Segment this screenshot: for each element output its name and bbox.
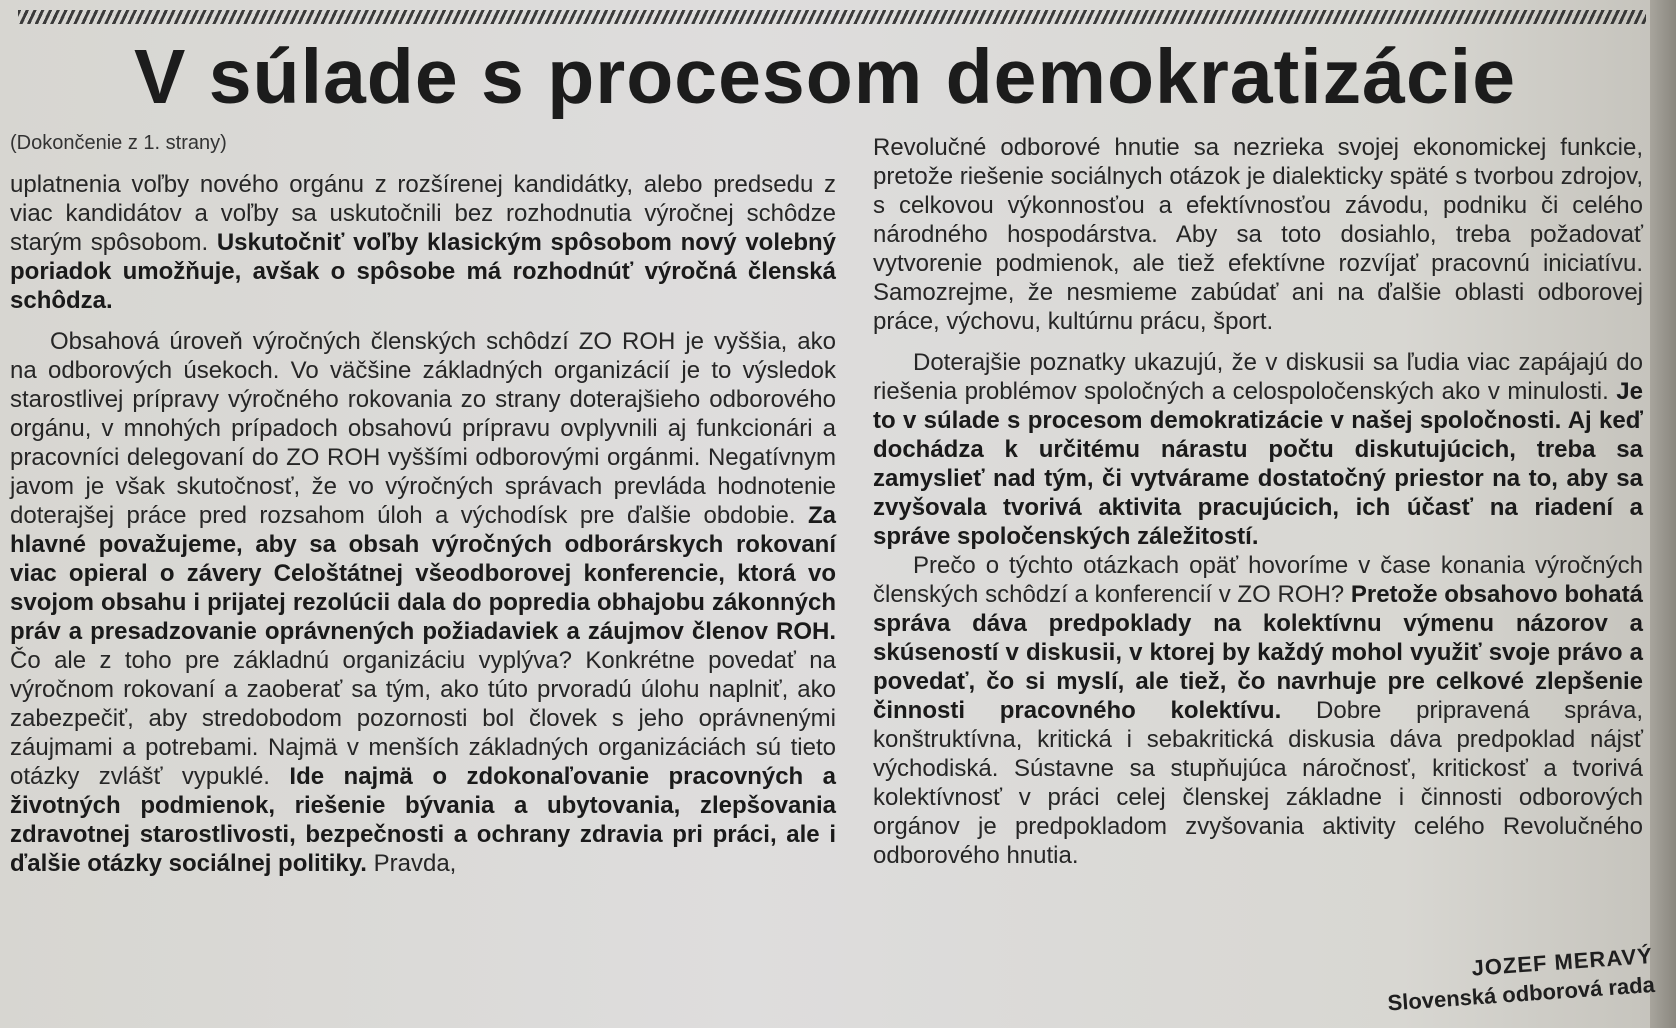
right-paragraph-1: Revolučné odborové hnutie sa nezrieka svojej ekonomickej funkcie, pretože riešenie sociálnych otázok je dialekticky späté s tvorbou zdrojov, s celkovou výkonnosťou a efektívnosťou závodu, podniku či celého národného hospodárstva. Aby sa toto dosiahlo, treba požadovať vytvorenie podmienok, ale tiež efektívne rozvíjať pracovnú iniciatívu. Samozrejme, že nesmieme zabúdať ani na ďalšie oblasti odborovej práce, výchovu, kultúrnu prácu, šport.: [873, 134, 1643, 335]
page-edge: [1650, 0, 1676, 1028]
left-paragraph-1: [10, 170, 836, 315]
left-p1-text: uplatnenia voľby nového orgánu z rozšírenej kandidátky, alebo predsedu z viac kandidátov a voľby sa uskutočnili bez rozhodnutia výročnej schôdze starým spôsobom.: [10, 171, 836, 256]
right-p2-bold-text: Je to v súlade s procesom demokratizácie v našej spoločnosti. Aj keď dochádza k určitému nárastu počtu diskutujúcich, treba sa zamyslieť nad tým, či vytvárame dostatočný priestor na to, aby sa zvyšovala tvorivá aktivita pracujúcich, ich účasť na riadení a správe spoločenských záležitostí.: [873, 378, 1643, 550]
left-p2-bold-b: Ide najmä o zdokonaľovanie pracovných a životných podmienok, riešenie bývania a ubytovania, zlepšovania zdravotnej starostlivosti, bezpečnosti a ochrany zdravia pri práci, ale i ďalšie otázky sociálnej politiky.: [10, 763, 837, 877]
right-p3-bold-text: Pretože obsahovo bohatá správa dáva predpoklady na kolektívnu výmenu názorov a skúseností v diskusii, v ktorej by každý mohol využiť svoje právo a povedať, čo si myslí, ale tiež, čo navrhuje pre celkové zlepšenie činnosti pracovného kolektívu.: [873, 581, 1643, 724]
author-organization: Slovenská odborová rada: [1386, 971, 1656, 1016]
left-p1-bold-text: Uskutočniť voľby klasickým spôsobom nový volebný poriadok umožňuje, avšak o spôsobe má rozhodnúť výročná členská schôdza.: [10, 229, 837, 314]
continued-note: (Dokončenie z 1. strany): [10, 132, 227, 154]
right-paragraph-3: [873, 551, 1643, 870]
article-left-column: [10, 130, 836, 878]
right-p3-text-a: Prečo o týchto otázkach opäť hovoríme v čase konania výročných členských schôdzí a konferencií v ZO ROH?: [873, 552, 1643, 608]
left-p2-bold-a: Za hlavné považujeme, aby sa obsah výročných odborárskych rokovaní viac opieral o závery Celoštátnej všeodborovej konferencie, ktorá vo svojom obsahu i prijatej rezolúcii dala do popredia obhajobu zákonných práv a presadzovanie oprávnených požiadaviek a záujmov členov ROH.: [10, 502, 836, 645]
left-paragraph-2: [10, 327, 836, 878]
article-headline: V súlade s procesom demokratizácie: [133, 34, 1517, 120]
right-paragraph-2: [873, 348, 1643, 551]
right-p3-text-b: Dobre pripravená správa, konštruktívna, kritická i sebakritická diskusia dáva predpoklad nájsť východiská. Sústavne sa stupňujúca náročnosť, kritickosť a tvorivá kolektívnosť v práci celej členskej základne i činnosti odborových orgánov je predpokladom zvyšovania aktivity celého Revolučného odborového hnutia.: [873, 697, 1644, 869]
right-p2-text: Doterajšie poznatky ukazujú, že v diskusii sa ľudia viac zapájajú do riešenia problémov spoločných a celospoločenských ako v minulosti.: [873, 349, 1643, 405]
author-name: JOZEF MERAVÝ: [1470, 942, 1654, 981]
left-p2-text-c: Pravda,: [366, 850, 457, 877]
left-p2-text-a: Obsahová úroveň výročných členských schôdzí ZO ROH je vyššia, ako na odborových úsekoch. Vo väčšine základných organizácií je to výsledok starostlivej prípravy výročného rokovania zo strany doterajšieho odborového orgánu, v mnohých prípadoch obsahovú prípravu ovplyvnili aj funkcionári a pracovníci delegovaní do ZO ROH vyššími odborovými orgánmi. Negatívnym javom je však skutočnosť, že vo výročných správach prevláda hodnotenie doterajšej práce pred rozsahom úloh a východísk pre ďalšie obdobie.: [10, 328, 836, 529]
left-p2-text-b: Čo ale z toho pre základnú organizáciu vyplýva? Konkrétne povedať na výročnom rokovaní a zaoberať sa tým, ako túto prvoradú úlohu naplniť, ako zabezpečiť, aby stredobodom pozornosti bol človek s jeho oprávnenými záujmami a potrebami. Najmä v menších základných organizáciách sú tieto otázky zvlášť vypuklé.: [10, 647, 836, 790]
article-right-column: [873, 133, 1643, 870]
